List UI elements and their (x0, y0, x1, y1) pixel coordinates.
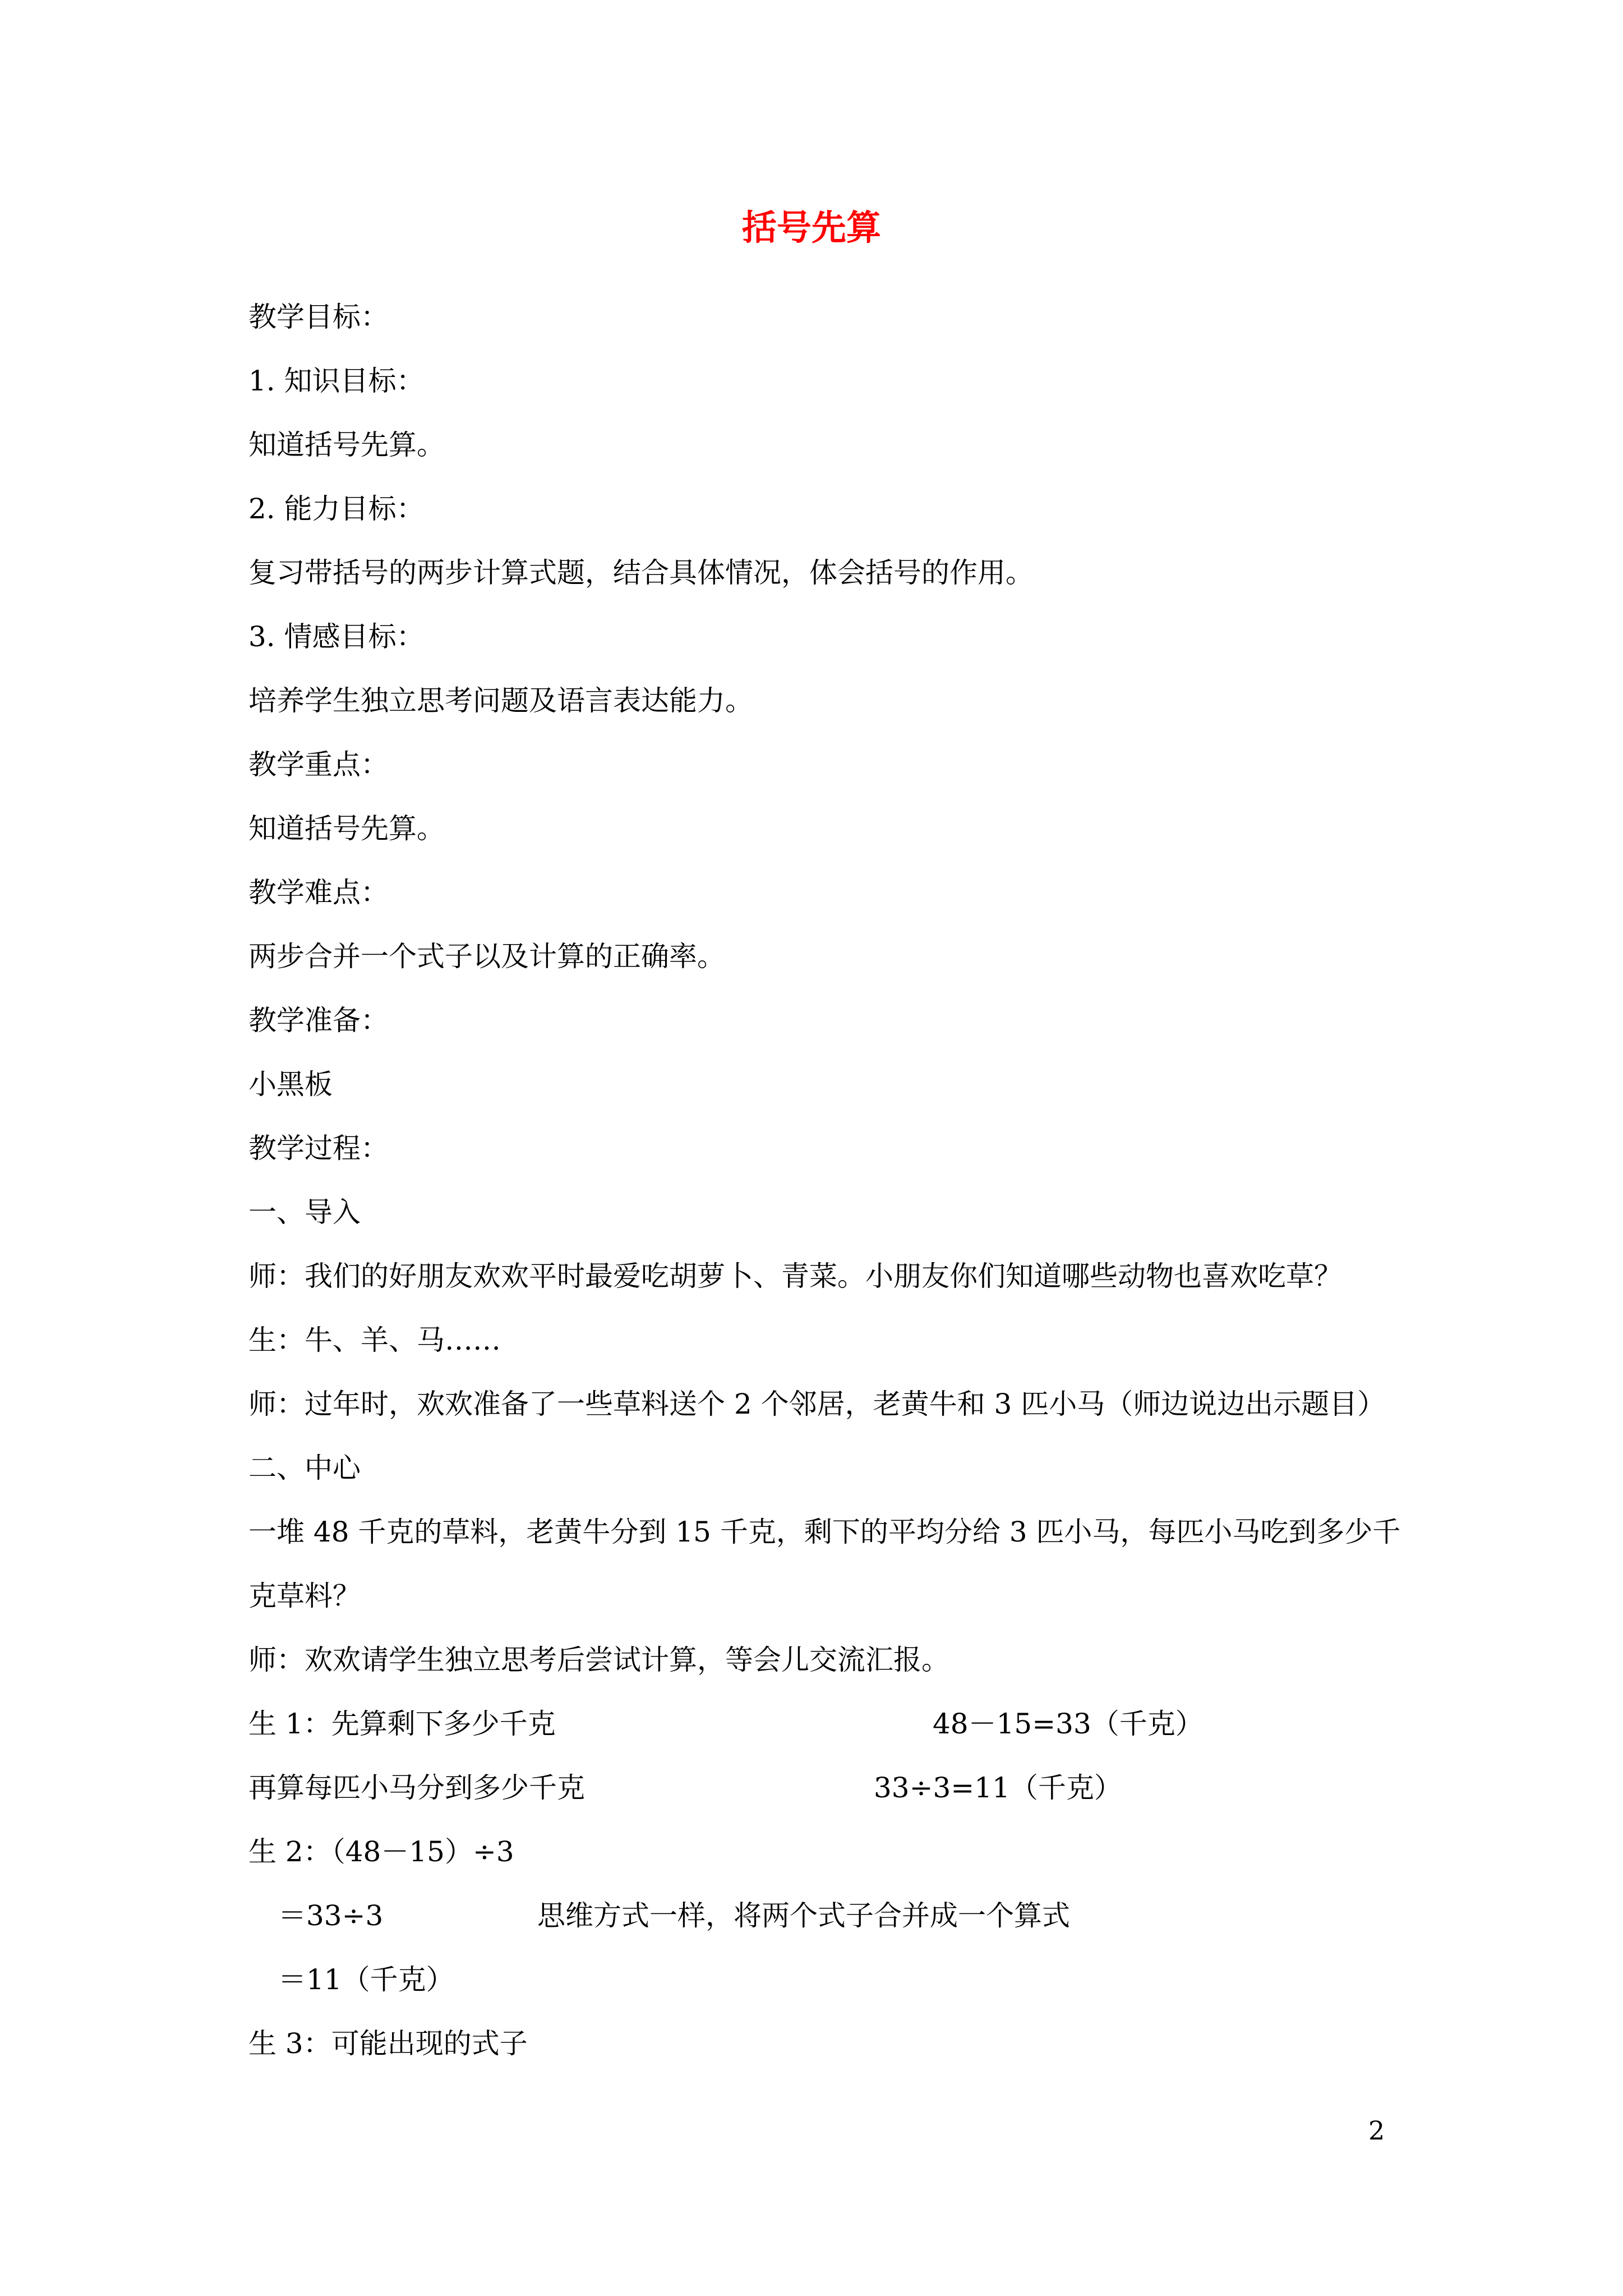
text-line: 知道括号先算。 (248, 812, 445, 845)
text-line: 一、导入 (248, 1196, 361, 1228)
text-line: 教学难点： (248, 876, 389, 909)
student1-step1-formula: 48－15=33（千克） (933, 1708, 1204, 1740)
text-line: 3. 情感目标： (248, 620, 425, 653)
text-line: 知道括号先算。 (248, 429, 445, 461)
text-line: 师：欢欢请学生独立思考后尝试计算，等会儿交流汇报。 (248, 1644, 949, 1676)
student3-line1: 生 3：可能出现的式子 (248, 2027, 528, 2060)
student1-step2-formula: 33÷3=11（千克） (874, 1772, 1122, 1804)
text-line: 培养学生独立思考问题及语言表达能力。 (248, 684, 753, 717)
student2-line2: ＝33÷3 (278, 1899, 384, 1932)
document-title: 括号先算 (741, 207, 881, 248)
text-line: 1. 知识目标： (248, 365, 425, 397)
text-line: 师：过年时，欢欢准备了一些草料送个 2 个邻居，老黄牛和 3 匹小马（师边说边出示题目） (248, 1388, 1386, 1420)
text-line: 师：我们的好朋友欢欢平时最爱吃胡萝卜、青菜。小朋友你们知道哪些动物也喜欢吃草？ (248, 1260, 1342, 1292)
student2-line3: ＝11（千克） (278, 1963, 454, 1996)
text-line: 教学目标： (248, 301, 389, 333)
page-number: 2 (1368, 2115, 1385, 2146)
student2-line2-note: 思维方式一样，将两个式子合并成一个算式 (537, 1899, 1070, 1932)
text-line: 一堆 48 千克的草料，老黄牛分到 15 千克，剩下的平均分给 3 匹小马，每匹小马吃到多少千 (248, 1516, 1401, 1548)
text-line: 教学准备： (248, 1004, 389, 1037)
text-line: 复习带括号的两步计算式题，结合具体情况，体会括号的作用。 (248, 556, 1034, 589)
text-line: 克草料？ (248, 1580, 361, 1612)
student2-line1: 生 2：（48－15）÷3 (248, 1835, 514, 1868)
text-line: 二、中心 (248, 1452, 361, 1484)
text-line: 2. 能力目标： (248, 493, 425, 525)
student1-step2-text: 再算每匹小马分到多少千克 (248, 1772, 585, 1804)
text-line: 小黑板 (248, 1068, 333, 1101)
text-line: 教学重点： (248, 748, 389, 781)
student1-step1-text: 生 1：先算剩下多少千克 (248, 1708, 556, 1740)
text-line: 两步合并一个式子以及计算的正确率。 (248, 940, 725, 973)
text-line: 教学过程： (248, 1132, 389, 1165)
text-line: 生：牛、羊、马…… (248, 1324, 501, 1356)
